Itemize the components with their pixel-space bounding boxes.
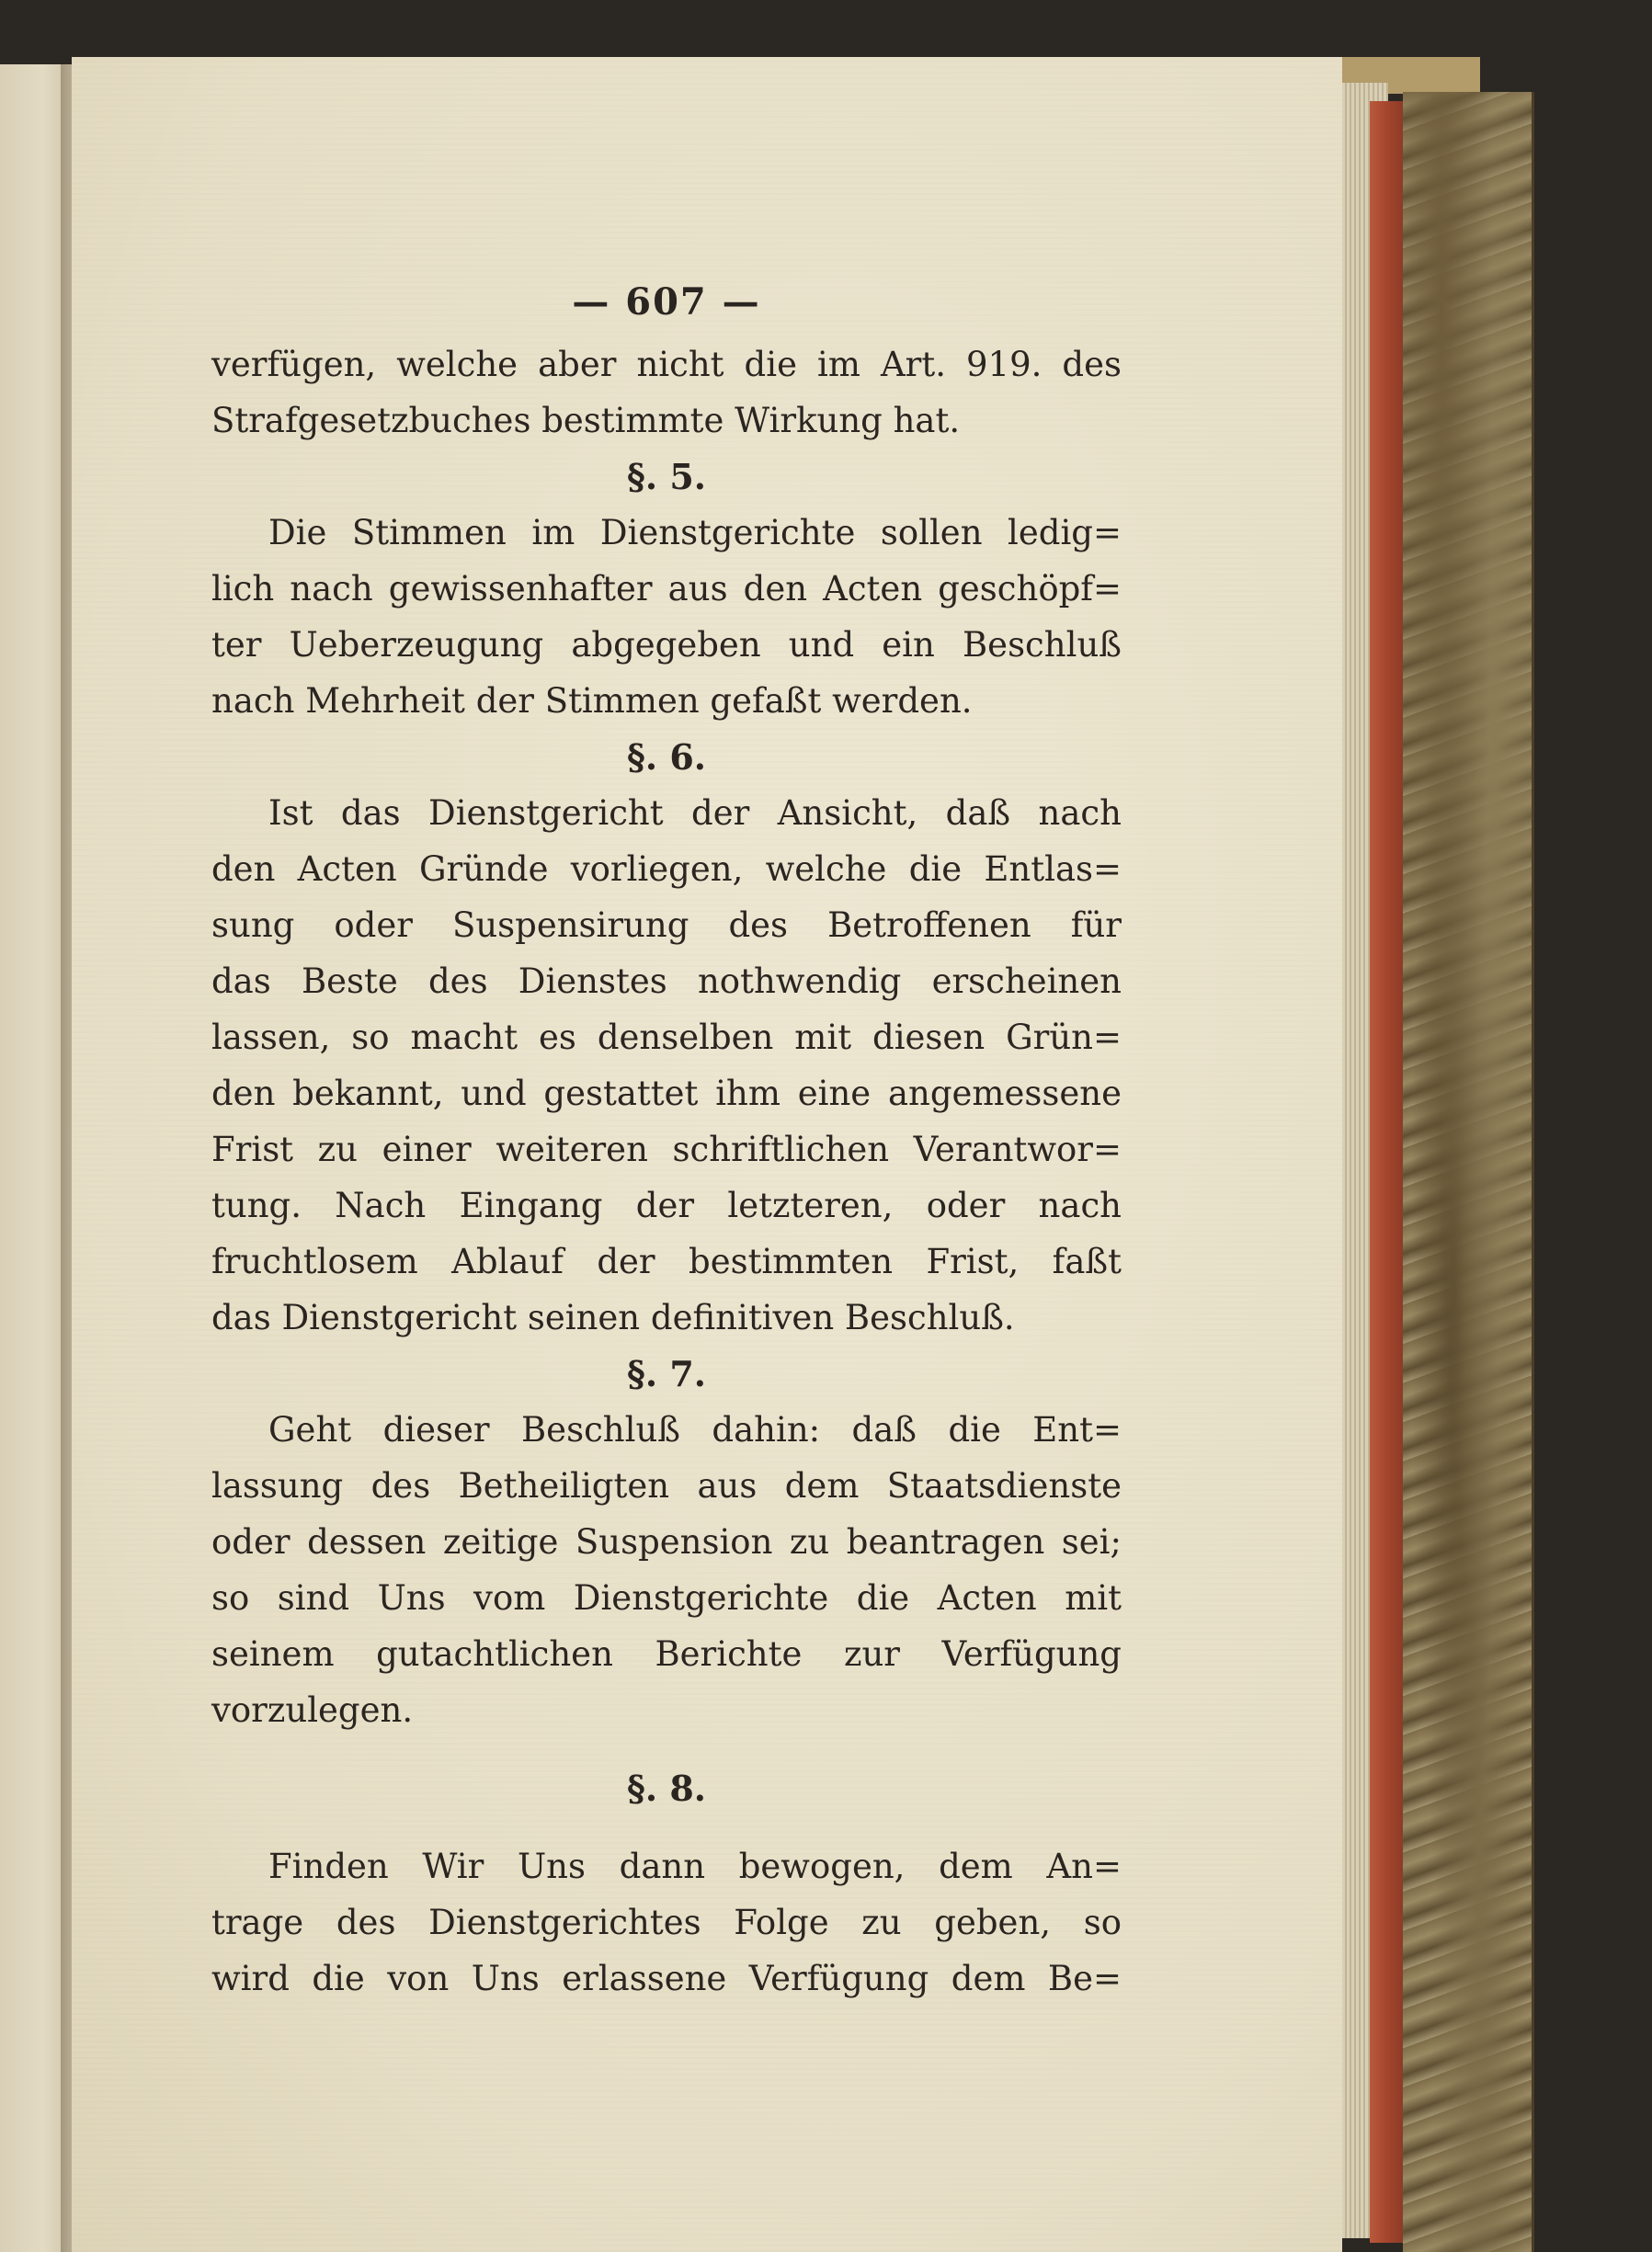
right-page xyxy=(72,57,1342,2252)
text-line: fruchtlosem Ablauf der bestimmten Frist, faßt xyxy=(211,1242,1122,1281)
text-line: Ist das Dienstgericht der Ansicht, daß nach xyxy=(268,793,1122,833)
section-heading: §. 7. xyxy=(626,1353,706,1394)
text-line: Strafgesetzbuches bestimmte Wirkung hat. xyxy=(211,401,961,440)
red-page-edges xyxy=(1370,101,1403,2243)
text-line: oder dessen zeitige Suspension zu beantragen sei; xyxy=(211,1522,1122,1562)
text-line: nach Mehrheit der Stimmen gefaßt werden. xyxy=(211,681,973,721)
text-line: ter Ueberzeugung abgegeben und ein Beschluß xyxy=(211,625,1122,665)
text-line: Finden Wir Uns dann bewogen, dem An= xyxy=(268,1847,1122,1886)
section-spacing xyxy=(211,1816,1122,1838)
marbled-cover xyxy=(1403,92,1534,2252)
text-line: Frist zu einer weiteren schriftlichen Verantwor= xyxy=(211,1130,1122,1169)
text-line: sung oder Suspensirung des Betroffenen für xyxy=(211,905,1122,945)
text-line: trage des Dienstgerichtes Folge zu geben, so xyxy=(211,1903,1122,1942)
text-line: so sind Uns vom Dienstgerichte die Acten mit xyxy=(211,1578,1122,1618)
text-line: das Dienstgericht seinen definitiven Beschluß. xyxy=(211,1298,1015,1337)
text-line: den Acten Gründe vorliegen, welche die Entlas= xyxy=(211,849,1122,889)
text-line: Die Stimmen im Dienstgerichte sollen ledig= xyxy=(268,513,1122,552)
section-heading: §. 8. xyxy=(626,1768,706,1809)
text-line: lich nach gewissenhafter aus den Acten geschöpf= xyxy=(211,569,1122,608)
text-line: das Beste des Dienstes nothwendig erscheinen xyxy=(211,961,1122,1001)
text-line: den bekannt, und gestattet ihm eine angemessene xyxy=(211,1074,1122,1113)
body-text xyxy=(211,336,1122,2007)
section-heading: §. 6. xyxy=(626,736,706,778)
section-heading: §. 5. xyxy=(626,456,706,497)
text-line: lassung des Betheiligten aus dem Staatsdienste xyxy=(211,1466,1122,1506)
text-line: vorzulegen. xyxy=(211,1690,414,1730)
text-line: wird die von Uns erlassene Verfügung dem Be= xyxy=(211,1959,1122,1998)
text-line: seinem gutachtlichen Berichte zur Verfügung xyxy=(211,1634,1122,1674)
text-line: lassen, so macht es denselben mit diesen Grün= xyxy=(211,1018,1122,1057)
text-line: tung. Nach Eingang der letzteren, oder nach xyxy=(211,1186,1122,1225)
text-line: Geht dieser Beschluß dahin: daß die Ent= xyxy=(268,1410,1122,1450)
page-number-header: — 607 — xyxy=(572,280,761,324)
text-line: verfügen, welche aber nicht die im Art. 919. des xyxy=(211,345,1122,384)
section-spacing xyxy=(211,1738,1122,1760)
page-text-block xyxy=(211,268,1122,2015)
